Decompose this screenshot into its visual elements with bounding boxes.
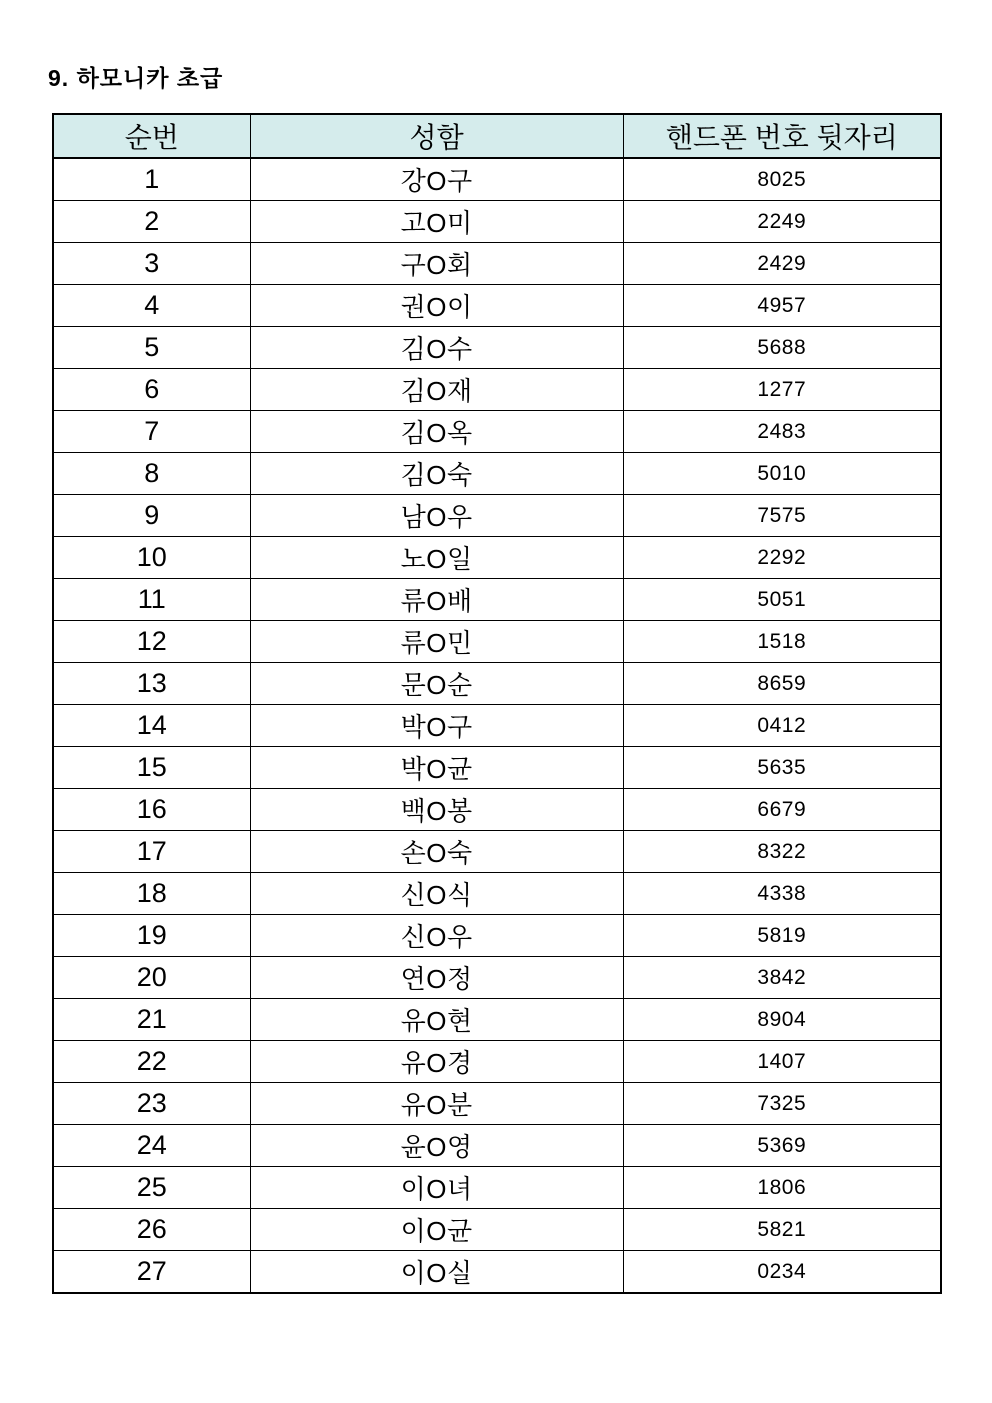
row-number-cell: 23 (53, 1083, 250, 1125)
roster-table (52, 113, 942, 1294)
table-row (53, 1125, 941, 1167)
row-number-cell: 10 (53, 537, 250, 579)
table-row (53, 915, 941, 957)
name-cell: 이O실 (250, 1251, 623, 1294)
table-row (53, 495, 941, 537)
table-row (53, 663, 941, 705)
name-cell: 유O경 (250, 1041, 623, 1083)
table-row (53, 201, 941, 243)
name-cell: 유O분 (250, 1083, 623, 1125)
row-number-cell: 1 (53, 158, 250, 201)
row-number-cell: 21 (53, 999, 250, 1041)
phone-digits-cell: 2292 (623, 537, 941, 579)
phone-digits-cell: 4338 (623, 873, 941, 915)
name-cell: 구O회 (250, 243, 623, 285)
table-row (53, 999, 941, 1041)
row-number-cell: 18 (53, 873, 250, 915)
phone-digits-cell: 7325 (623, 1083, 941, 1125)
table-row (53, 327, 941, 369)
name-cell: 손O숙 (250, 831, 623, 873)
table-body (53, 158, 941, 1293)
phone-digits-cell: 1277 (623, 369, 941, 411)
table-row (53, 831, 941, 873)
table-row (53, 369, 941, 411)
phone-digits-cell: 8025 (623, 158, 941, 201)
name-cell: 김O재 (250, 369, 623, 411)
row-number-cell: 3 (53, 243, 250, 285)
phone-digits-cell: 1518 (623, 621, 941, 663)
name-cell: 백O봉 (250, 789, 623, 831)
row-number-cell: 2 (53, 201, 250, 243)
phone-digits-cell: 1407 (623, 1041, 941, 1083)
table-row (53, 873, 941, 915)
table-row (53, 957, 941, 999)
row-number-cell: 14 (53, 705, 250, 747)
table-row (53, 1167, 941, 1209)
row-number-cell: 7 (53, 411, 250, 453)
table-row (53, 537, 941, 579)
name-cell: 이O녀 (250, 1167, 623, 1209)
row-number-cell: 12 (53, 621, 250, 663)
table-row (53, 1041, 941, 1083)
phone-digits-cell: 8659 (623, 663, 941, 705)
phone-digits-cell: 8322 (623, 831, 941, 873)
table-row (53, 411, 941, 453)
column-header-name: 성함 (250, 114, 623, 158)
name-cell: 김O숙 (250, 453, 623, 495)
phone-digits-cell: 4957 (623, 285, 941, 327)
row-number-cell: 24 (53, 1125, 250, 1167)
name-cell: 강O구 (250, 158, 623, 201)
name-cell: 권O이 (250, 285, 623, 327)
table-row (53, 747, 941, 789)
row-number-cell: 22 (53, 1041, 250, 1083)
row-number-cell: 9 (53, 495, 250, 537)
name-cell: 신O우 (250, 915, 623, 957)
row-number-cell: 17 (53, 831, 250, 873)
table-row (53, 705, 941, 747)
name-cell: 신O식 (250, 873, 623, 915)
table-row (53, 1251, 941, 1294)
table-row (53, 158, 941, 201)
row-number-cell: 5 (53, 327, 250, 369)
name-cell: 문O순 (250, 663, 623, 705)
table-header-row (53, 114, 941, 158)
phone-digits-cell: 2429 (623, 243, 941, 285)
table-row (53, 1209, 941, 1251)
phone-digits-cell: 8904 (623, 999, 941, 1041)
phone-digits-cell: 5010 (623, 453, 941, 495)
table-row (53, 453, 941, 495)
row-number-cell: 13 (53, 663, 250, 705)
table-row (53, 579, 941, 621)
phone-digits-cell: 7575 (623, 495, 941, 537)
name-cell: 이O균 (250, 1209, 623, 1251)
row-number-cell: 26 (53, 1209, 250, 1251)
name-cell: 박O균 (250, 747, 623, 789)
row-number-cell: 19 (53, 915, 250, 957)
phone-digits-cell: 0412 (623, 705, 941, 747)
column-header-phone: 핸드폰 번호 뒷자리 (623, 114, 941, 158)
row-number-cell: 20 (53, 957, 250, 999)
name-cell: 김O수 (250, 327, 623, 369)
name-cell: 윤O영 (250, 1125, 623, 1167)
name-cell: 남O우 (250, 495, 623, 537)
phone-digits-cell: 6679 (623, 789, 941, 831)
table-row (53, 285, 941, 327)
row-number-cell: 6 (53, 369, 250, 411)
table-row (53, 243, 941, 285)
row-number-cell: 27 (53, 1251, 250, 1294)
phone-digits-cell: 3842 (623, 957, 941, 999)
row-number-cell: 4 (53, 285, 250, 327)
table-row (53, 789, 941, 831)
phone-digits-cell: 5821 (623, 1209, 941, 1251)
phone-digits-cell: 5635 (623, 747, 941, 789)
phone-digits-cell: 2483 (623, 411, 941, 453)
phone-digits-cell: 5819 (623, 915, 941, 957)
phone-digits-cell: 2249 (623, 201, 941, 243)
phone-digits-cell: 0234 (623, 1251, 941, 1294)
row-number-cell: 8 (53, 453, 250, 495)
name-cell: 김O옥 (250, 411, 623, 453)
phone-digits-cell: 5051 (623, 579, 941, 621)
name-cell: 박O구 (250, 705, 623, 747)
name-cell: 류O배 (250, 579, 623, 621)
name-cell: 연O정 (250, 957, 623, 999)
row-number-cell: 15 (53, 747, 250, 789)
table-row (53, 1083, 941, 1125)
phone-digits-cell: 1806 (623, 1167, 941, 1209)
page-title: 9. 하모니카 초급 (48, 65, 224, 91)
column-header-number: 순번 (53, 114, 250, 158)
table-row (53, 621, 941, 663)
row-number-cell: 25 (53, 1167, 250, 1209)
phone-digits-cell: 5688 (623, 327, 941, 369)
row-number-cell: 16 (53, 789, 250, 831)
name-cell: 유O현 (250, 999, 623, 1041)
name-cell: 류O민 (250, 621, 623, 663)
name-cell: 노O일 (250, 537, 623, 579)
name-cell: 고O미 (250, 201, 623, 243)
phone-digits-cell: 5369 (623, 1125, 941, 1167)
row-number-cell: 11 (53, 579, 250, 621)
